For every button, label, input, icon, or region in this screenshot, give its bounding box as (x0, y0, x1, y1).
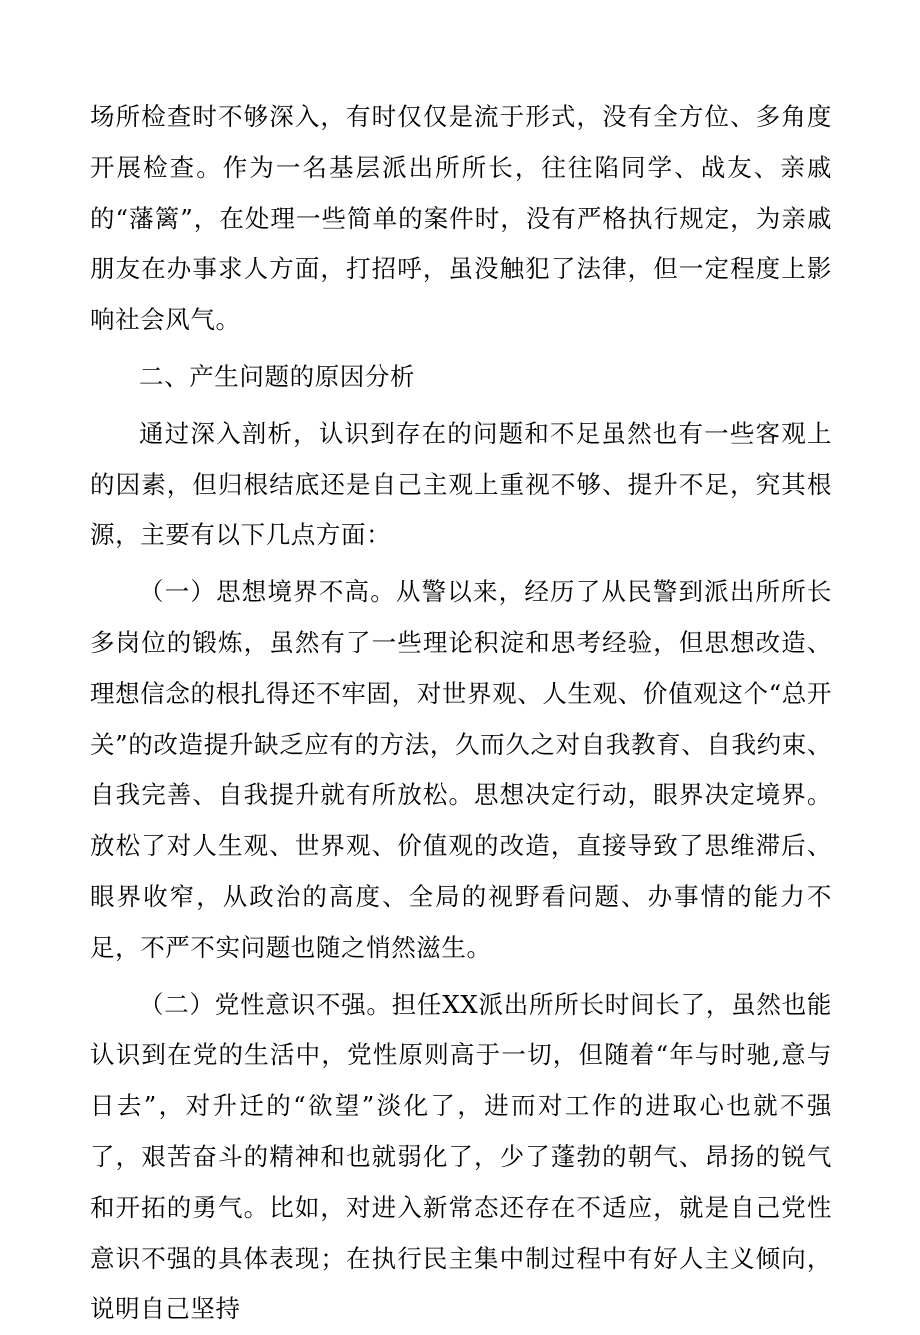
paragraph-point-two: （二）党性意识不强。担任XX派出所所长时间长了，虽然也能认识到在党的生活中，党性原则高于一切，但随着“年与时驰,意与日去”，对升迁的“欲望”淡化了，进而对工作的进取心也就不强了，艰苦奋斗的精神和也就弱化了，少了蓬勃的朝气、昂扬的锐气和开拓的勇气。比如，对进入新常态还存在不适应，就是自己党性意识不强的具体表现；在执行民主集中制过程中有好人主义倾向，说明自己坚持 (90, 989, 832, 1324)
paragraph-point-one: （一）思想境界不高。从警以来，经历了从民警到派出所所长多岗位的锻炼，虽然有了一些理论积淀和思考经验，但思想改造、理想信念的根扎得还不牢固，对世界观、人生观、价值观这个“总开关”的改造提升缺乏应有的方法，久而久之对自我教育、自我约束、自我完善、自我提升就有所放松。思想决定行动，眼界决定境界。放松了对人生观、世界观、价值观的改造，直接导致了思维滞后、眼界收窄，从政治的高度、全局的视野看问题、办事情的能力不足，不严不实问题也随之悄然滋生。 (90, 577, 832, 962)
paragraph-intro: 通过深入剖析，认识到存在的问题和不足虽然也有一些客观上的因素，但归根结底还是自己主观上重视不够、提升不足，究其根源，主要有以下几点方面： (90, 418, 832, 550)
paragraph-continued: 场所检查时不够深入，有时仅仅是流于形式，没有全方位、多角度开展检查。作为一名基层派出所所长，往往陷同学、战友、亲戚的“藩篱”，在处理一些简单的案件时，没有严格执行规定，为亲戚朋友在办事求人方面，打招呼，虽没触犯了法律，但一定程度上影响社会风气。 (90, 102, 832, 335)
section-heading: 二、产生问题的原因分析 (139, 361, 416, 391)
document-page (90, 92, 832, 1335)
